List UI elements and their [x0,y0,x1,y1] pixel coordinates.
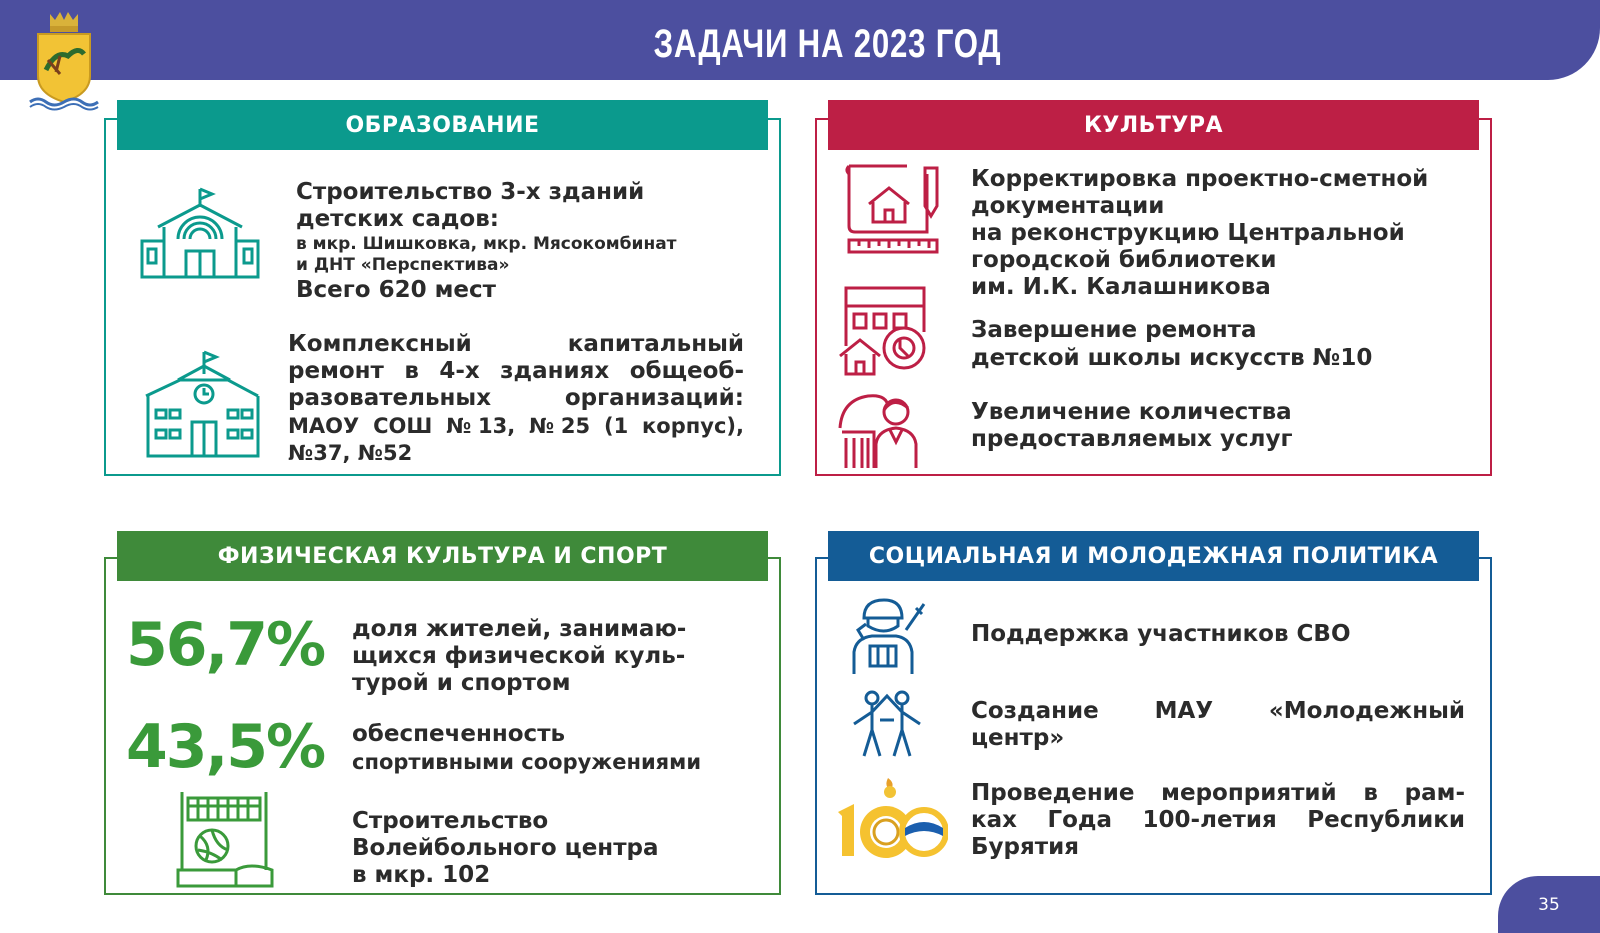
page-title: ЗАДАЧИ НА 2023 ГОД [653,22,1002,66]
social-item3-line1: Проведение мероприятий в рам- [971,780,1465,806]
social-header: СОЦИАЛЬНАЯ И МОЛОДЕЖНАЯ ПОЛИТИКА [828,531,1479,581]
sport-header: ФИЗИЧЕСКАЯ КУЛЬТУРА И СПОРТ [117,531,768,581]
sport-stat2-line2: спортивными сооружениями [352,750,702,774]
sport-stat2-line1: обеспеченность [352,721,566,747]
sport-stat1-line3: турой и спортом [352,670,571,696]
cult-item1-line4: городской библиотеки [971,247,1277,273]
sport-item3-line1: Строительство [352,808,549,834]
cult-item2-line1: Завершение ремонта [971,317,1257,343]
social-item3-line3: Бурятия [971,834,1079,860]
cultural-worker-icon [838,388,924,470]
sport-stat2-value: 43,5% [126,712,325,782]
edu-item1-total: Всего 620 мест [296,277,496,303]
cult-item2-line2: детской школы искусств №10 [971,345,1373,371]
social-item2-line2: центр» [971,725,1065,751]
sport-item3-line3: в мкр. 102 [352,862,491,888]
city-crest-icon [26,6,102,112]
social-item2-line1: Создание МАУ «Молодежный [971,698,1465,724]
sport-stat1-line1: доля жителей, занимаю- [352,616,687,642]
cult-item3-line1: Увеличение количества [971,399,1292,425]
sport-stat1-value: 56,7% [126,610,325,680]
cult-item1-line3: на реконструкцию Центральной [971,220,1405,246]
edu-item1-detail2: и ДНТ «Перспектива» [296,255,510,275]
soldier-icon [850,596,928,676]
volleyball-court-icon [176,790,276,888]
building-repair-icon [838,284,934,376]
cult-item1-line5: им. И.К. Калашникова [971,274,1271,300]
sport-item3-line2: Волейбольного центра [352,835,659,861]
blueprint-icon [845,160,941,256]
buryatia-100-logo [832,776,948,866]
social-item3-line2: ках Года 100-летия Республики [971,807,1465,833]
edu-item2-line3: разовательных организаций: [288,385,744,411]
sport-stat1-line2: щихся физической куль- [352,643,686,669]
edu-item2-line5: №37, №52 [288,441,413,465]
education-header: ОБРАЗОВАНИЕ [117,100,768,150]
edu-item2-line2: ремонт в 4-х зданиях общеоб- [288,358,744,384]
kindergarten-icon [140,185,260,283]
edu-item1-detail1: в мкр. Шишковка, мкр. Мясокомбинат [296,234,677,254]
culture-header: КУЛЬТУРА [828,100,1479,150]
youth-group-icon [850,690,924,758]
edu-item1-line2: детских садов: [296,206,499,232]
edu-item1-line1: Строительство 3-х зданий [296,179,645,205]
edu-item2-line4: МАОУ СОШ №13, №25 (1 корпус), [288,414,744,438]
social-item1-line1: Поддержка участников СВО [971,621,1351,647]
page-number: 35 [1498,876,1600,933]
cult-item1-line1: Корректировка проектно-сметной [971,166,1429,192]
edu-item2-line1: Комплексный капитальный [288,331,744,357]
school-icon [142,350,262,460]
cult-item1-line2: документации [971,193,1165,219]
cult-item3-line2: предоставляемых услуг [971,426,1293,452]
